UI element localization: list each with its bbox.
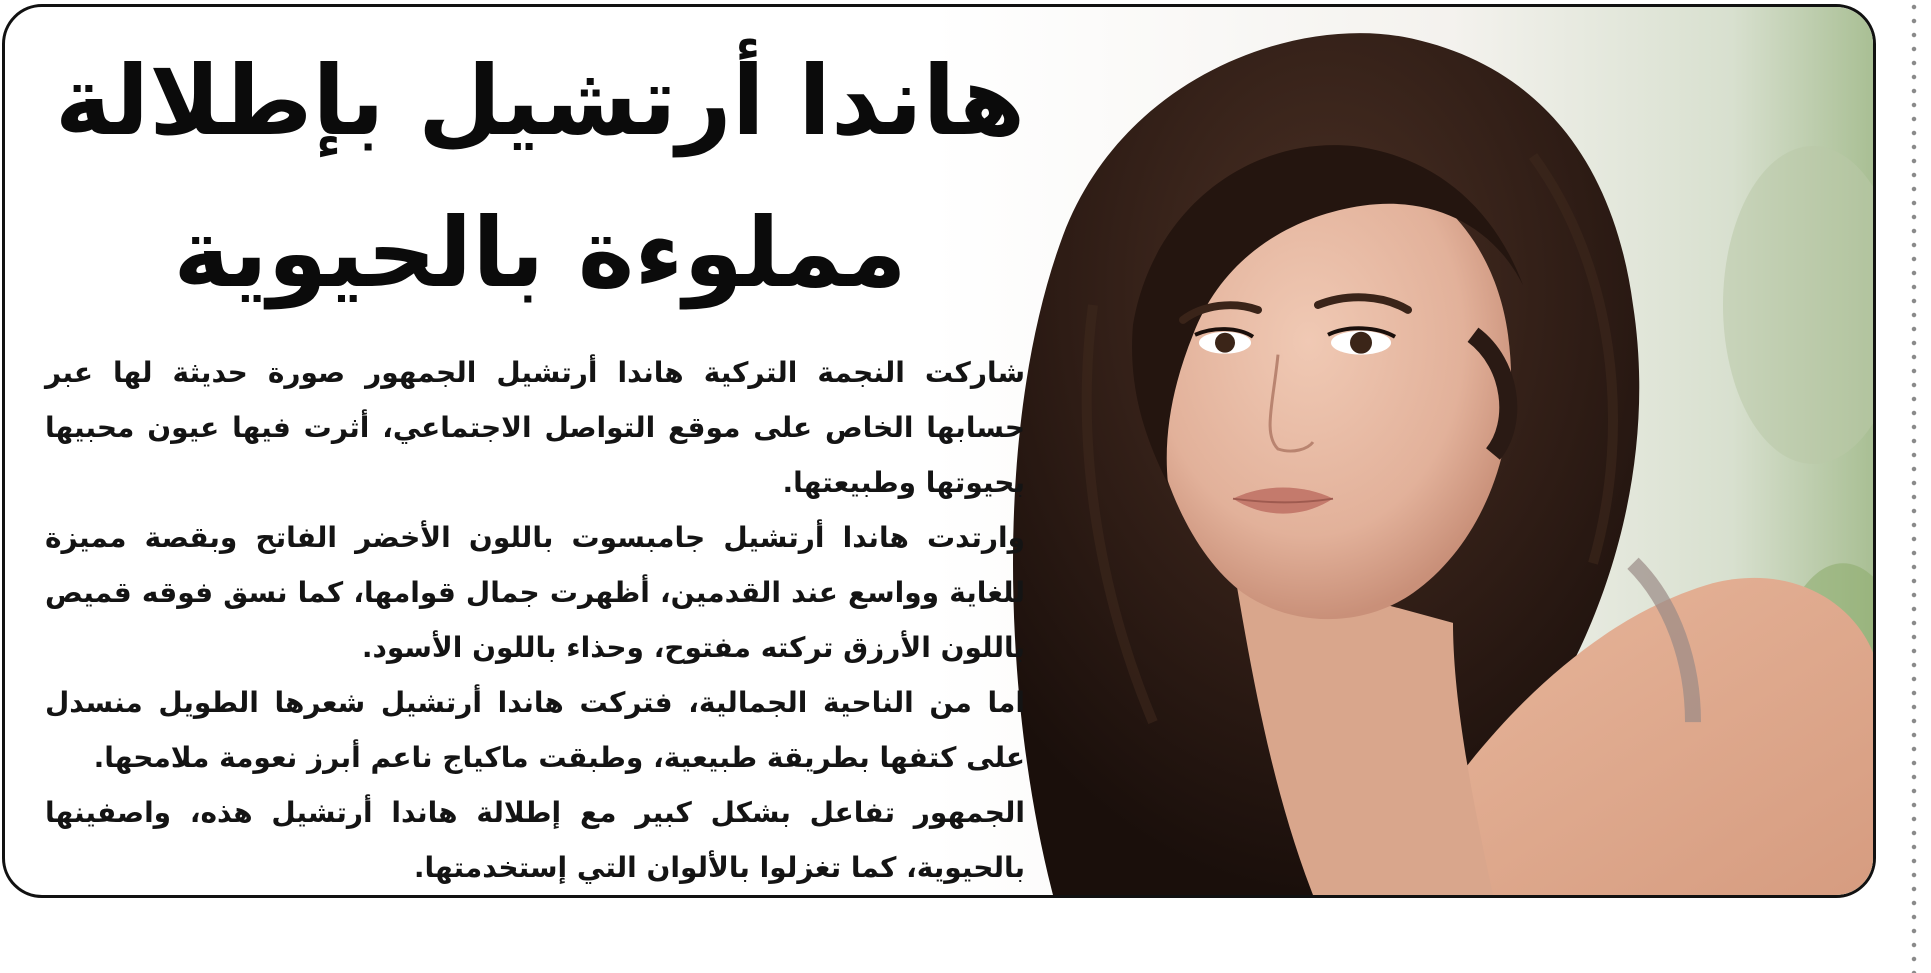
portrait-photo (933, 7, 1873, 895)
paragraph-2: وارتدت هاندا أرتشيل جامبسوت باللون الأخضر الفاتح وبقصة مميزة للغاية وواسع عند القدمين، أظهرت جمال قوامها، كما نسق فوقه قميص باللون الأرزق تركته مفتوح، وحذاء باللون الأسود. (45, 521, 1025, 664)
article-body (45, 345, 1025, 895)
headline-line-1: هاندا أرتشيل بإطلالة (54, 45, 1026, 157)
headline (35, 25, 1045, 329)
paragraph-3: اما من الناحية الجمالية، فتركت هاندا أرتشيل شعرها الطويل منسدل على كتفها بطريقة طبيعية، وطبقت ماكياج ناعم أبرز نعومة ملامحها. (45, 686, 1025, 774)
paragraph-4: الجمهور تفاعل بشكل كبير مع إطلالة هاندا أرتشيل هذه، واصفينها بالحيوية، كما تغزلوا بالألوان التي إستخدمتها. (45, 796, 1025, 884)
dotted-column-divider (1911, 0, 1917, 973)
headline-line-2: مملوءة بالحيوية (173, 197, 907, 309)
article-card (2, 4, 1876, 898)
paragraph-1: شاركت النجمة التركية هاندا أرتشيل الجمهور صورة حديثة لها عبر حسابها الخاص على موقع التواصل الاجتماعي، أثرت فيها عيون محبيها بحيوتها وطبيعتها. (45, 356, 1025, 499)
